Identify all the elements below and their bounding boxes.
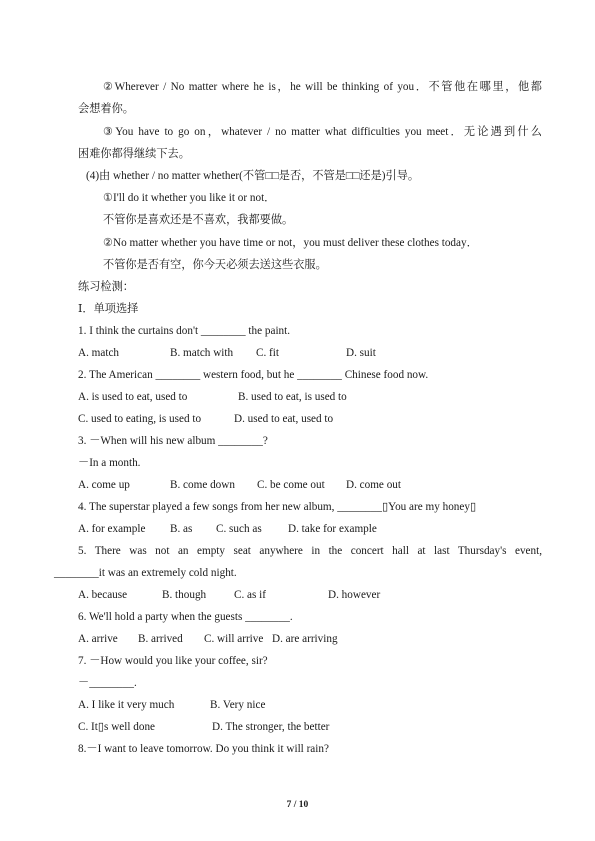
question-3-option-a: A. come up	[78, 479, 130, 491]
question-1-stem: 1. I think the curtains don't ________ the paint.	[78, 325, 291, 337]
note-3-line-2: 困难你都得继续下去。	[78, 148, 190, 160]
note-4-example-1-en: ①I'll do it whether you like it or not．	[103, 192, 276, 204]
question-3-option-c: C. be come out	[257, 479, 325, 491]
question-4-option-d: D. take for example	[288, 523, 377, 535]
question-7-option-d: D. The stronger, the better	[212, 721, 330, 733]
question-7-option-c: C. It▯s well done	[78, 721, 156, 733]
question-8-stem: 8.－I want to leave tomorrow. Do you think it will rain?	[78, 743, 329, 755]
question-4-option-b: B. as	[170, 523, 193, 535]
question-2-option-b: B. used to eat, is used to	[238, 391, 347, 403]
question-5-stem-continued: ________it was an extremely cold night.	[54, 567, 237, 579]
question-4-stem: 4. The superstar played a few songs from her new album, ________▯You are my honey▯	[78, 501, 477, 513]
page-number: 7 / 10	[286, 800, 309, 810]
note-2-line-1: ②Wherever / No matter where he is，he will be thinking of you．不管他在哪里，他都	[103, 81, 542, 93]
question-5-option-a: A. because	[78, 589, 128, 601]
question-7-option-b: B. Very nice	[210, 699, 266, 711]
question-3-answer-line: －In a month.	[78, 457, 141, 469]
question-5-option-c: C. as if	[234, 589, 267, 601]
question-1-option-a: A. match	[78, 347, 120, 359]
note-4-example-2-cn: 不管你是否有空，你今天必须去送这些衣服。	[103, 259, 327, 271]
note-4-example-1-cn: 不管你是喜欢还是不喜欢，我都要做。	[103, 214, 294, 226]
question-6-option-c: C. will arrive	[204, 633, 264, 645]
question-5-option-b: B. though	[162, 589, 207, 601]
practice-section-heading: Ⅰ．单项选择	[78, 303, 139, 315]
question-6-option-b: B. arrived	[138, 633, 183, 645]
question-5-option-d: D. however	[328, 589, 381, 601]
question-6-option-d: D. are arriving	[272, 633, 338, 645]
question-1-option-b: B. match with	[170, 347, 234, 359]
question-1-option-d: D. suit	[346, 347, 376, 359]
question-2-option-a: A. is used to eat, used to	[78, 391, 188, 403]
question-7-stem: 7. －How would you like your coffee, sir?	[78, 655, 268, 667]
note-3-line-1: ③You have to go on，whatever / no matter what difficulties you meet．无论遇到什么	[103, 126, 542, 138]
note-4-example-2-en: ②No matter whether you have time or not，you must deliver these clothes today．	[103, 237, 478, 249]
note-4-heading: (4)由 whether / no matter whether(不管□□是否，不管是□□还是)引导。	[86, 170, 420, 182]
question-7-answer-line: －________.	[78, 677, 137, 689]
question-2-option-d: D. used to eat, used to	[234, 413, 334, 425]
practice-title: 练习检测：	[78, 281, 134, 293]
question-5-stem: 5. There was not an empty seat anywhere in the concert hall at last Thursday's event,	[78, 545, 542, 557]
question-6-option-a: A. arrive	[78, 633, 118, 645]
question-3-stem: 3. －When will his new album ________?	[78, 435, 268, 447]
question-2-option-c: C. used to eating, is used to	[78, 413, 202, 425]
question-1-option-c: C. fit	[256, 347, 279, 359]
question-6-stem: 6. We'll hold a party when the guests ________.	[78, 611, 293, 623]
question-3-option-d: D. come out	[346, 479, 401, 491]
question-7-option-a: A. I like it very much	[78, 699, 175, 711]
question-2-stem: 2. The American ________ western food, but he ________ Chinese food now.	[78, 369, 429, 381]
question-4-option-a: A. for example	[78, 523, 146, 535]
note-2-line-2: 会想着你。	[78, 103, 134, 115]
question-4-option-c: C. such as	[216, 523, 262, 535]
question-3-option-b: B. come down	[170, 479, 235, 491]
